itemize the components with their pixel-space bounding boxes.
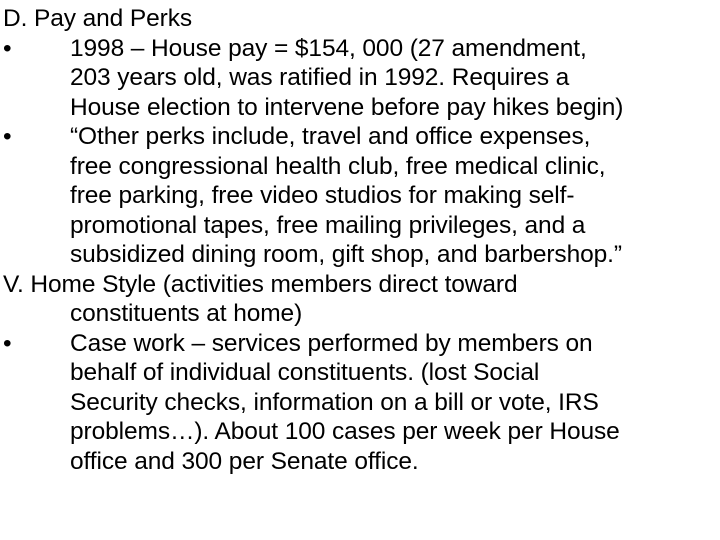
bullet-marker: • [3,329,12,357]
bullet-line: promotional tapes, free mailing privileges, and a [70,211,586,239]
bullet-marker: • [3,34,12,62]
bullet-line: office and 300 per Senate office. [70,447,419,475]
bullet-line: problems…). About 100 cases per week per House [70,418,620,445]
bullet-line: free parking, free video studios for making self- [70,182,575,209]
bullet-line: behalf of individual constituents. (lost Social [70,359,540,386]
bullet-marker: • [3,123,12,150]
section-heading-pay-and-perks [0,4,720,34]
bullet-line: subsidized dining room, gift shop, and barbershop.” [70,241,622,268]
bullet-house-pay [0,34,720,123]
bullet-other-perks [0,122,720,270]
heading-line: V. Home Style (activities members direct toward [3,270,518,298]
bullet-line: Security checks, information on a bill or vote, IRS [70,388,599,416]
bullet-case-work [0,329,720,477]
bullet-line: 203 years old, was ratified in 1992. Requires a [70,64,570,91]
heading-line: D. Pay and Perks [3,5,193,32]
heading-line: constituents at home) [70,300,303,327]
bullet-line: “Other perks include, travel and office expenses, [70,123,591,150]
bullet-line: free congressional health club, free medical clinic, [70,152,606,180]
bullet-line: Case work – services performed by members on [70,329,593,357]
bullet-line: 1998 – House pay = $154, 000 (27 amendment, [70,34,587,62]
section-heading-home-style [0,270,720,329]
bullet-line: House election to intervene before pay hikes begin) [70,93,624,121]
